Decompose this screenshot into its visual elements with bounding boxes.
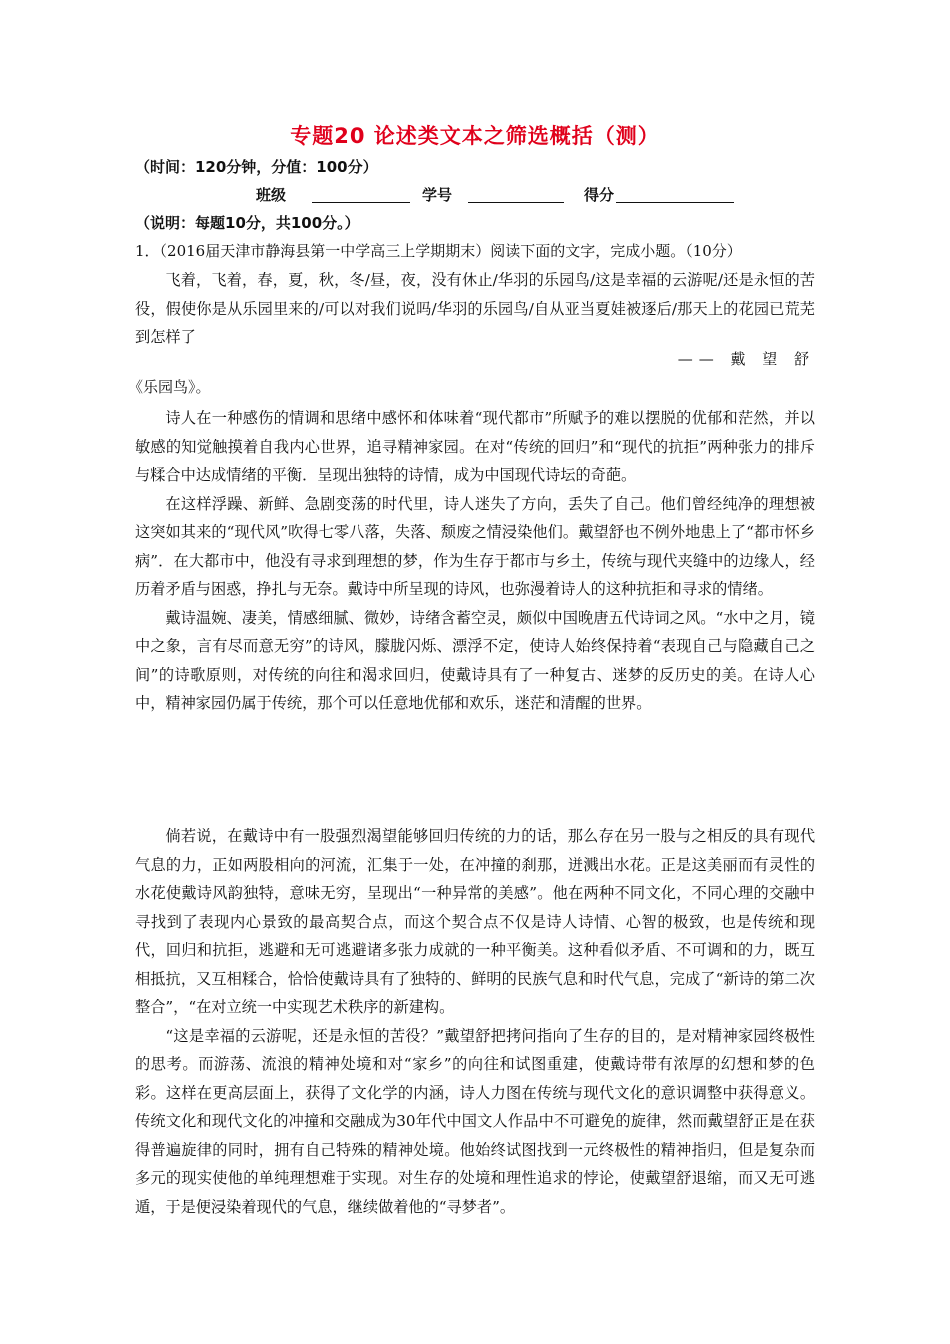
student-id-field <box>422 184 564 205</box>
paragraph: 倘若说，在戴诗中有一股强烈渴望能够回归传统的力的话，那么存在另一股与之相反的具有现代气息的力，正如两股相向的河流，汇集于一处，在冲撞的刹那，迸溅出水花。正是这美丽而有灵性的水花使戴诗风韵独特，意味无穷，呈现出“一种异常的美感”。他在两种不同文化，不同心理的交融中寻找到了表现内心景致的最高契合点，而这个契合点不仅是诗人诗情、心智的极致，也是传统和现代，回归和抗拒，逃避和无可逃避诸多张力成就的一种平衡美。这种看似矛盾、不可调和的力，既互相抵抗，又互相糅合，恰恰使戴诗具有了独特的、鲜明的民族气息和时代气息，完成了“新诗的第二次整合”，“在对立统一中实现艺术秩序的新建构。 <box>135 827 815 1016</box>
paragraph: 在这样浮躁、新鲜、急剧变荡的时代里，诗人迷失了方向，丢失了自己。他们曾经纯净的理想被这突如其来的“现代风”吹得七零八落，失落、颓废之情浸染他们。戴望舒也不例外地患上了“都市怀乡病”．在大都市中，他没有寻求到理想的梦，作为生存于都市与乡土，传统与现代夹缝中的边缘人，经历着矛盾与困惑，挣扎与无奈。戴诗中所呈现的诗风，也弥漫着诗人的这种抗拒和寻求的情绪。 <box>135 494 815 598</box>
student-info-fields <box>256 184 734 205</box>
passage-section-2 <box>135 822 815 1221</box>
passage-section-1 <box>135 404 815 718</box>
class-blank[interactable] <box>312 186 410 203</box>
paragraph: 戴诗温婉、凄美，情感细腻、微妙，诗绪含蓄空灵，颇似中国晚唐五代诗词之风。“水中之月，镜中之象，言有尽而意无穷”的诗风，朦胧闪烁、漂浮不定，使诗人始终保持着“表现自己与隐藏自己之间”的诗歌原则，对传统的向往和渴求回归，使戴诗具有了一种复古、迷梦的反历史的美。在诗人心中，精神家园仍属于传统，那个可以任意地优郁和欢乐，迷茫和清醒的世界。 <box>135 608 815 712</box>
poem-excerpt <box>135 266 815 352</box>
poem-text: 飞着，飞着，春，夏，秋，冬/昼，夜，没有休止/华羽的乐园鸟/这是幸福的云游呢/还是永恒的苦役，假使你是从乐园里来的/可以对我们说吗/华羽的乐园鸟/自从亚当夏娃被逐后/那天上的花园已荒芜到怎样了 <box>135 271 815 346</box>
class-field <box>256 184 410 205</box>
student-id-blank[interactable] <box>468 186 564 203</box>
time-score-line: （时间：120分钟，分值：100分） <box>135 158 378 176</box>
poem-author: —— 戴 望 舒 <box>677 350 815 368</box>
score-label: 得分 <box>584 186 615 204</box>
score-blank[interactable] <box>616 186 734 203</box>
page-title: 专题20 论述类文本之筛选概括（测） <box>290 124 660 148</box>
instructions-note: （说明：每题10分，共100分。） <box>135 214 360 232</box>
poem-title: 《乐园鸟》。 <box>128 378 211 396</box>
paragraph: 诗人在一种感伤的情调和思绪中感怀和体味着“现代都市”所赋予的难以摆脱的优郁和茫然，并以敏感的知觉触摸着自我内心世界，追寻精神家园。在对“传统的回归”和“现代的抗拒”两种张力的排斥与糅合中达成情绪的平衡．呈现出独特的诗情，成为中国现代诗坛的奇葩。 <box>135 409 815 484</box>
class-label: 班级 <box>256 186 287 204</box>
paragraph: “这是幸福的云游呢，还是永恒的苦役？”戴望舒把拷问指向了生存的目的，是对精神家园终极性的思考。而游荡、流浪的精神处境和对“家乡”的向往和试图重建，使戴诗带有浓厚的幻想和梦的色彩。这样在更高层面上，获得了文化学的内涵，诗人力图在传统与现代文化的意识调整中获得意义。传统文化和现代文化的冲撞和交融成为30年代中国文人作品中不可避免的旋律，然而戴望舒正是在获得普遍旋律的同时，拥有自己特殊的精神处境。他始终试图找到一元终极性的精神指归，但是复杂而多元的现实使他的单纯理想难于实现。对生存的处境和理性追求的悖论，使戴望舒退缩，而又无可逃遁，于是便浸染着现代的气息，继续做着他的“寻梦者”。 <box>135 1026 815 1216</box>
score-field <box>584 184 734 205</box>
question-header: 1．（2016届天津市静海县第一中学高三上学期期末）阅读下面的文字，完成小题。（10分） <box>135 242 742 260</box>
student-id-label: 学号 <box>422 186 453 204</box>
